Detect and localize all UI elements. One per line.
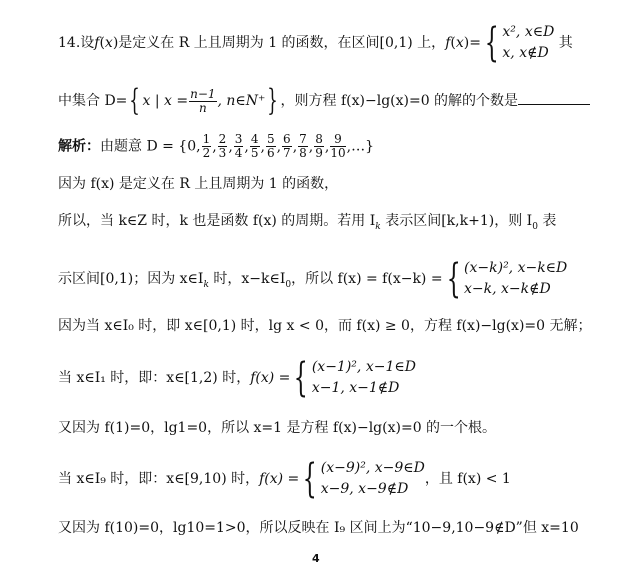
piecewise-cases — [464, 258, 567, 300]
d-fraction-num: 1 — [202, 132, 211, 146]
set-d-label: 中集合 D= — [58, 93, 128, 109]
solution-line-4 — [58, 258, 567, 300]
sub: k — [203, 279, 209, 290]
solution-line-1 — [58, 133, 374, 160]
d-fraction-den: 6 — [266, 146, 275, 160]
fx: f(x) = — [259, 471, 300, 487]
d-fraction-num: 7 — [299, 132, 307, 146]
d-fraction — [218, 133, 228, 160]
comma: , — [228, 138, 233, 155]
d-fraction-num: 5 — [266, 132, 275, 146]
left-brace: { — [294, 355, 309, 401]
comma: , — [276, 138, 282, 155]
d-set-end: …} — [351, 138, 374, 155]
d-fraction-den: 2 — [202, 146, 211, 160]
d-fraction — [234, 133, 244, 160]
text: ，所以 f(x) = f(x−k) = — [291, 271, 443, 287]
set-expr-b: , n∈N⁺ — [217, 93, 266, 109]
comma: , — [346, 138, 352, 155]
d-fraction-num: 6 — [283, 132, 291, 146]
d-fraction-den: 7 — [283, 146, 291, 160]
case-2: x−9, x−9∉D — [320, 481, 409, 497]
sub: k — [375, 221, 381, 232]
piecewise-cases — [312, 357, 416, 399]
text: 当 x∈I₉ 时，即：x∈[9,10) 时， — [58, 471, 260, 487]
d-fraction-num: 8 — [315, 132, 323, 146]
sub: 0 — [532, 221, 538, 232]
text: 时，x−k∈I — [208, 271, 286, 287]
d-fraction — [330, 133, 345, 160]
comma: , — [324, 138, 330, 155]
solution-label: 解析： — [58, 138, 100, 155]
text: 表示区间[k,k+1)，则 I — [380, 213, 533, 229]
comma: , — [292, 138, 298, 155]
left-brace: { — [446, 256, 461, 302]
problem-line-2 — [58, 81, 590, 121]
case-1: (x−9)², x−9∈D — [320, 460, 425, 476]
d-fraction-num: 2 — [218, 132, 227, 146]
line-end: 其 — [558, 35, 573, 51]
set-fraction — [189, 88, 216, 115]
text: 表 — [537, 213, 557, 229]
d-fraction-list — [201, 132, 352, 160]
left-brace: { — [303, 456, 318, 502]
piecewise-cases — [502, 22, 554, 64]
text: ，且 f(x) < 1 — [424, 471, 511, 487]
comma: , — [212, 138, 217, 155]
case-2: x−k, x−k∉D — [464, 281, 551, 297]
fraction-numerator: n−1 — [190, 86, 216, 101]
case-1: (x−k)², x−k∈D — [464, 260, 568, 276]
d-fraction-num: 9 — [330, 133, 345, 147]
d-fraction-den: 4 — [234, 146, 243, 160]
problem-line-1: 14.设f(x)是定义在 R 上且周期为 1 的函数，在区间[0,1) 上，f(x)={ x², x∈D x, x∉D 其 — [58, 20, 573, 66]
case-2: x, x∉D — [502, 45, 549, 61]
d-fraction-den: 8 — [299, 146, 307, 160]
text: 示区间[0,1)；因为 x∈I — [58, 271, 204, 287]
case-1: (x−1)², x−1∈D — [311, 359, 416, 375]
d-fraction — [250, 133, 260, 160]
fx-symbol: f — [94, 35, 100, 51]
d-fraction-num: 4 — [250, 132, 259, 146]
sub: 0 — [285, 279, 292, 290]
d-fraction-num: 3 — [234, 132, 243, 146]
solution-line-8 — [58, 458, 511, 500]
d-fraction-den: 9 — [315, 146, 323, 160]
set-expr-a: x | x = — [142, 93, 189, 109]
solution-line-9: 又因为 f(10)=0，lg10=1>0，所以反映在 I₉ 区间上为“10−9,10−9∉D”但 x=10 — [58, 520, 579, 536]
solution-line-3 — [58, 212, 556, 236]
problem-number: 14.设 — [58, 35, 95, 51]
question-text: ，则方程 f(x)−lg(x)=0 的解的个数是 — [280, 93, 519, 109]
d-fraction — [266, 133, 276, 160]
text: 所以，当 k∈Z 时，k 也是函数 f(x) 的周期。若用 I — [58, 213, 376, 229]
text: 当 x∈I₁ 时，即：x∈[1,2) 时， — [58, 370, 251, 386]
solution-line-7: 又因为 f(1)=0，lg1=0，所以 x=1 是方程 f(x)−lg(x)=0 的一个根。 — [58, 420, 497, 436]
solution-line-2: 因为 f(x) 是定义在 R 上且周期为 1 的函数， — [58, 176, 339, 192]
set-close-brace: } — [267, 83, 279, 118]
piecewise-cases — [321, 458, 425, 500]
problem-text: 是定义在 R 上且周期为 1 的函数，在区间[0,1) 上， — [118, 35, 446, 51]
d-fraction-den: 10 — [330, 146, 346, 160]
answer-blank[interactable] — [518, 90, 590, 105]
comma: , — [260, 138, 265, 155]
d-fraction — [202, 133, 212, 160]
d-fraction-den: 3 — [218, 146, 227, 160]
fraction-denominator: n — [198, 100, 207, 115]
d-fraction — [314, 133, 324, 160]
page-number: 4 — [312, 552, 320, 565]
solution-line-6 — [58, 357, 416, 399]
left-brace: { — [484, 20, 499, 66]
case-1: x², x∈D — [502, 24, 555, 40]
d-fraction-den: 5 — [250, 146, 259, 160]
solution-d-set: 由题意 D = {0, — [100, 138, 201, 155]
d-fraction — [298, 133, 308, 160]
case-2: x−1, x−1∉D — [311, 380, 400, 396]
solution-line-5: 因为当 x∈I₀ 时，即 x∈[0,1) 时，lg x < 0，而 f(x) ≥ 0，方程 f(x)−lg(x)=0 无解； — [58, 318, 592, 334]
fx: f(x) = — [250, 370, 291, 386]
set-open-brace: { — [129, 83, 141, 118]
comma: , — [308, 138, 314, 155]
d-fraction — [282, 133, 292, 160]
comma: , — [244, 138, 249, 155]
